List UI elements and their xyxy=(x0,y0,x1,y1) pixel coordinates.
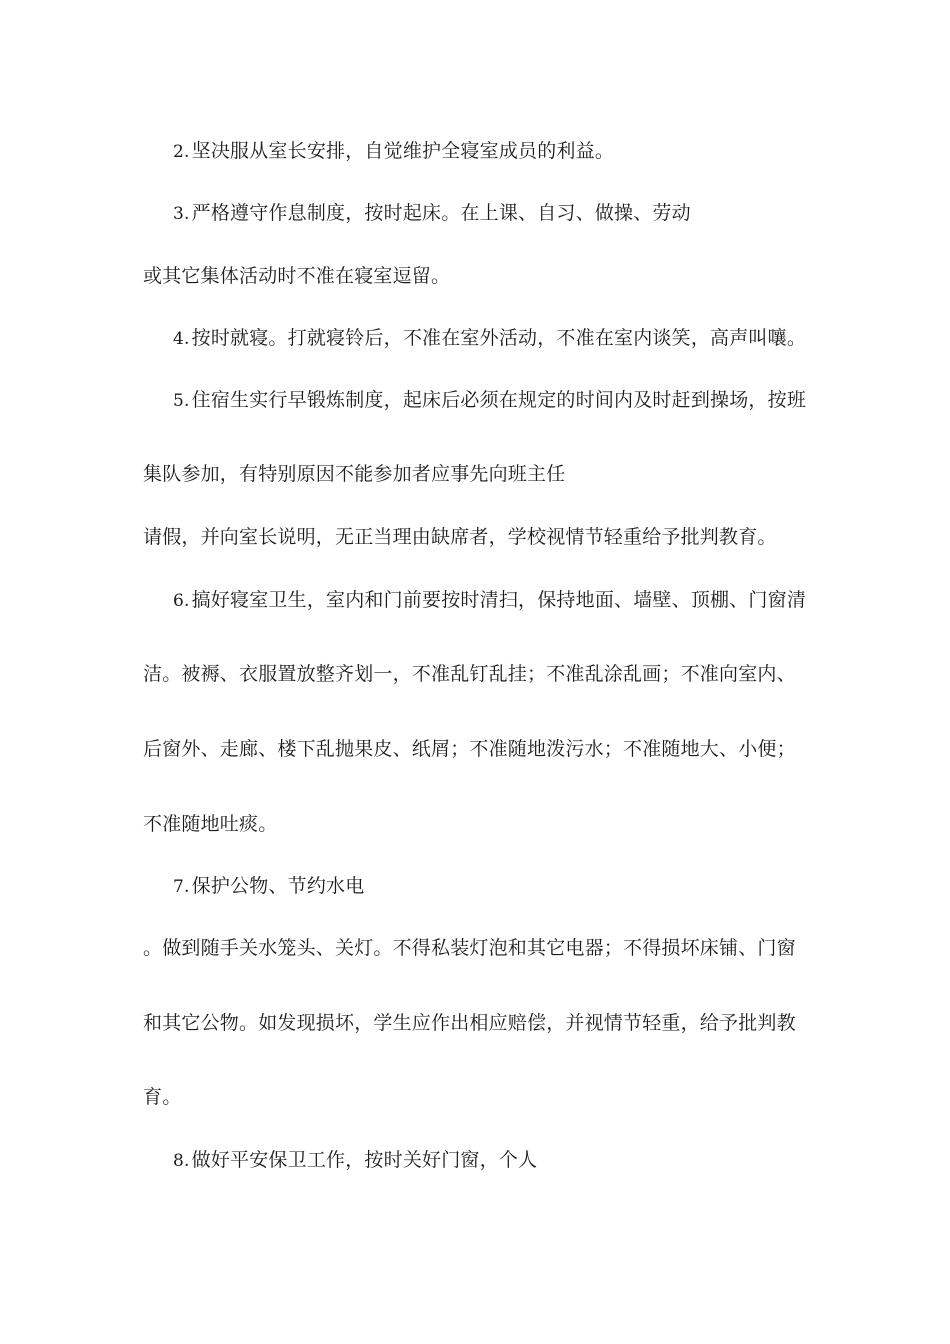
rule-7-line-3 xyxy=(143,1011,796,1035)
rule-5-line-3 xyxy=(143,525,777,549)
rule-number: 3. xyxy=(173,204,190,224)
rule-4-line-1 xyxy=(173,326,806,351)
rule-text: 和其它公物。如发现损坏，学生应作出相应赔偿，并视情节轻重，给予批判教 xyxy=(143,1012,796,1034)
rule-5-line-2 xyxy=(143,462,565,486)
rule-text: 请假，并向室长说明，无正当理由缺席者，学校视情节轻重给予批判教育。 xyxy=(143,526,777,548)
rule-text: 严格遵守作息制度，按时起床。在上课、自习、做操、劳动 xyxy=(191,202,691,224)
rule-text: 洁。被褥、衣服置放整齐划一，不准乱钉乱挂；不准乱涂乱画；不准向室内、 xyxy=(143,663,796,685)
rule-number: 6. xyxy=(173,591,190,611)
rule-number: 8. xyxy=(173,1151,190,1171)
rule-number: 4. xyxy=(173,329,190,349)
rule-6-line-4 xyxy=(143,812,277,836)
rule-7-line-4 xyxy=(143,1085,181,1109)
rule-5-line-1 xyxy=(173,388,806,413)
rule-text: 不准随地吐痰。 xyxy=(143,813,278,835)
rule-text: 后窗外、走廊、楼下乱抛果皮、纸屑；不准随地泼污水；不准随地大、小便； xyxy=(143,738,796,760)
rule-7-line-2 xyxy=(143,936,796,960)
rule-text: 集队参加，有特别原因不能参加者应事先向班主任 xyxy=(143,463,566,485)
rule-8-line-1 xyxy=(173,1148,537,1173)
rule-6-line-1 xyxy=(173,588,806,613)
rule-text: 育。 xyxy=(143,1086,182,1108)
rule-number: 5. xyxy=(173,391,190,411)
rule-text: 搞好寝室卫生，室内和门前要按时清扫，保持地面、墙壁、顶棚、门窗清 xyxy=(191,589,807,611)
rule-6-line-3 xyxy=(143,737,796,761)
rule-text: 做好平安保卫工作，按时关好门窗，个人 xyxy=(191,1149,538,1171)
rule-text: 住宿生实行早锻炼制度，起床后必须在规定的时间内及时赶到操场，按班 xyxy=(191,389,807,411)
rule-text: 按时就寝。打就寝铃后，不准在室外活动，不准在室内谈笑，高声叫嚷。 xyxy=(191,327,807,349)
rule-6-line-2 xyxy=(143,662,796,686)
rule-text: 坚决服从室长安排，自觉维护全寝室成员的利益。 xyxy=(191,140,615,162)
rule-7-line-1 xyxy=(173,874,364,899)
rule-3-line-2 xyxy=(143,264,450,288)
rule-number: 2. xyxy=(173,142,190,162)
rule-number: 7. xyxy=(173,877,190,897)
rule-2-line-1 xyxy=(173,139,614,164)
rule-3-line-1 xyxy=(173,201,691,226)
rule-text: 。做到随手关水笼头、关灯。不得私装灯泡和其它电器；不得损坏床铺、门窗 xyxy=(143,937,796,959)
rule-text: 保护公物、节约水电 xyxy=(191,875,365,897)
rule-text: 或其它集体活动时不准在寝室逗留。 xyxy=(143,265,451,287)
